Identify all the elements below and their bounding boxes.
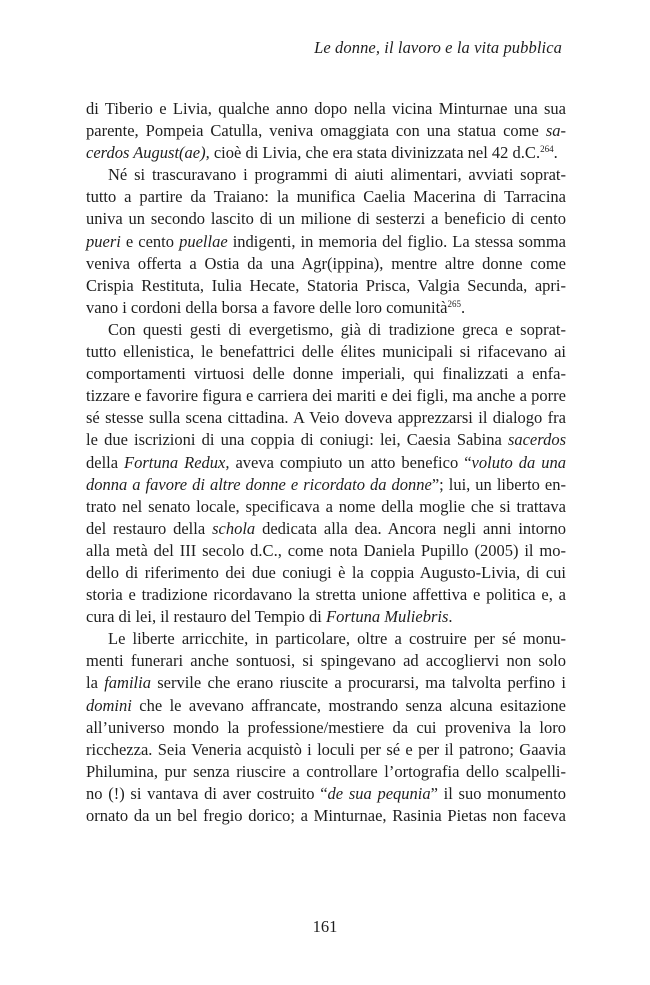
- text-line: [86, 805, 566, 827]
- text-segment: comportamenti virtuosi delle donne imperiali, qui finalizzati a enfa-: [86, 364, 566, 384]
- text-segment: Crispia Restituta, Iulia Hecate, Statoria Prisca, Valgia Secunda, apri-: [86, 275, 566, 295]
- text-line: [86, 562, 566, 584]
- text-line: [86, 628, 566, 650]
- text-line: [86, 739, 566, 761]
- text-segment: Con questi gesti di evergetismo, già di tradizione greca e soprat-: [108, 319, 566, 339]
- text-segment: ornato da un bel fregio dorico; a Minturnae, Rasinia Pietas non faceva: [86, 806, 566, 825]
- text-segment: dello di riferimento dei due coniugi è la coppia Augusto-Livia, di cui: [86, 562, 566, 582]
- text-segment: cura di lei, il restauro del Tempio di: [86, 607, 327, 627]
- text-line: [86, 164, 566, 186]
- italic-text: Fortuna Muliebris: [326, 607, 449, 627]
- italic-text: schola: [212, 518, 256, 538]
- text-line: [86, 186, 566, 208]
- text-line: [86, 231, 566, 253]
- italic-text: de sua pequnia: [327, 783, 431, 803]
- text-line: [86, 297, 566, 319]
- text-segment: indigenti, in memoria del figlio. La stessa somma: [227, 231, 566, 251]
- text-line: [86, 253, 566, 275]
- text-line: [86, 98, 566, 120]
- italic-text: sa-: [545, 121, 566, 141]
- text-segment: .: [448, 607, 453, 627]
- italic-text: cerdos August(ae),: [86, 143, 210, 163]
- text-line: [86, 717, 566, 739]
- italic-text: sacerdos: [507, 430, 566, 450]
- page-number: 161: [312, 917, 338, 936]
- text-segment: e cento: [120, 231, 180, 251]
- text-line: [86, 496, 566, 518]
- text-segment: Le liberte arricchite, in particolare, oltre a costruire per sé monu-: [108, 629, 566, 649]
- text-segment: veniva offerta a Ostia da una Agr(ippina), mentre altre donne come: [86, 253, 566, 273]
- text-segment: menti funerari anche sontuosi, si spingevano ad accogliervi non solo: [86, 651, 566, 671]
- text-segment: tutto ellenistica, le benefattrici delle élites municipali si rifacevano ai: [86, 342, 566, 362]
- text-line: [86, 142, 566, 164]
- text-line: [86, 407, 566, 429]
- italic-text: domini: [86, 695, 132, 715]
- italic-text: pueri: [86, 231, 121, 251]
- text-line: [86, 319, 566, 341]
- text-line: [86, 606, 566, 628]
- text-segment: parente, Pompeia Catulla, veniva omaggiata con una statua come: [86, 121, 546, 141]
- text-segment: univa un secondo lascito di un milione di sesterzi a beneficio di cento: [86, 209, 566, 229]
- text-segment: no (!) si vantava di aver costruito “: [86, 783, 328, 803]
- text-segment: ricchezza. Seia Veneria acquistò i loculi per sé e per il patrono; Gaavia: [86, 739, 566, 759]
- text-segment: sé stesse sulla scena cittadina. A Veio doveva apprezzarsi il dialogo fra: [86, 408, 566, 428]
- text-line: [86, 518, 566, 540]
- text-segment: tizzare e favorire figura e carriera dei mariti e dei figli, ma anche a porre: [86, 386, 566, 406]
- text-line: [86, 363, 566, 385]
- italic-text: familia: [104, 673, 151, 693]
- text-line: [86, 208, 566, 230]
- italic-text: Fortuna Redux,: [124, 452, 230, 472]
- text-line: [86, 650, 566, 672]
- text-line: [86, 429, 566, 451]
- text-segment: trato nel senato locale, specificava a nome della moglie che si trattava: [86, 496, 566, 516]
- text-line: [86, 584, 566, 606]
- text-segment: alla metà del III secolo d.C., come nota Daniela Pupillo (2005) il mo-: [86, 540, 566, 560]
- text-segment: ”; lui, un liberto en-: [431, 474, 566, 494]
- text-line: [86, 783, 566, 805]
- text-segment: cioè di Livia, che era stata divinizzata nel 42 d.C.: [209, 143, 541, 163]
- text-line: [86, 385, 566, 407]
- text-segment: servile che erano riuscite a procurarsi, ma talvolta perfino i: [150, 673, 566, 693]
- text-segment: storia e tradizione ricordavano la stretta unione affettiva e politica e, a: [86, 585, 566, 605]
- text-segment: di Tiberio e Livia, qualche anno dopo nella vicina Minturnae una sua: [86, 99, 566, 118]
- italic-text: voluto da una: [471, 452, 566, 472]
- italic-text: puellae: [179, 231, 228, 251]
- text-line: [86, 120, 566, 142]
- running-head: Le donne, il lavoro e la vita pubblica: [314, 38, 562, 57]
- text-segment: della: [86, 452, 125, 472]
- text-line: [86, 452, 566, 474]
- text-segment: la: [86, 673, 105, 693]
- text-segment: .: [553, 143, 558, 163]
- body-text: [86, 98, 566, 827]
- text-segment: Né si trascuravano i programmi di aiuti alimentari, avviati soprat-: [108, 165, 566, 185]
- text-segment: aveva compiuto un atto benefico “: [229, 452, 472, 472]
- text-segment: le due iscrizioni di una coppia di coniugi: lei, Caesia Sabina: [86, 430, 508, 450]
- text-segment: tutto a partire da Traiano: la munifica Caelia Macerina di Tarracina: [86, 187, 566, 207]
- text-line: [86, 341, 566, 363]
- text-segment: ” il suo monumento: [430, 783, 566, 803]
- footnote-ref: 264: [540, 144, 554, 155]
- text-segment: del restauro della: [86, 518, 213, 538]
- text-line: [86, 695, 566, 717]
- text-line: [86, 474, 566, 496]
- footnote-ref: 265: [447, 298, 461, 309]
- text-segment: vano i cordoni della borsa a favore delle loro comunità: [86, 297, 448, 317]
- text-line: [86, 275, 566, 297]
- text-line: [86, 672, 566, 694]
- text-line: [86, 540, 566, 562]
- text-segment: all’universo mondo la professione/mestiere da cui proveniva la loro: [86, 717, 566, 737]
- text-segment: dedicata alla dea. Ancora negli anni intorno: [255, 518, 566, 538]
- italic-text: donna a favore di altre donne e ricordato da donne: [86, 474, 432, 494]
- text-segment: Philumina, pur senza riuscire a controllare l’ortografia dello scalpelli-: [86, 761, 566, 781]
- text-segment: che le avevano affrancate, mostrando senza alcuna esitazione: [131, 695, 566, 715]
- text-line: [86, 761, 566, 783]
- text-segment: .: [461, 297, 466, 317]
